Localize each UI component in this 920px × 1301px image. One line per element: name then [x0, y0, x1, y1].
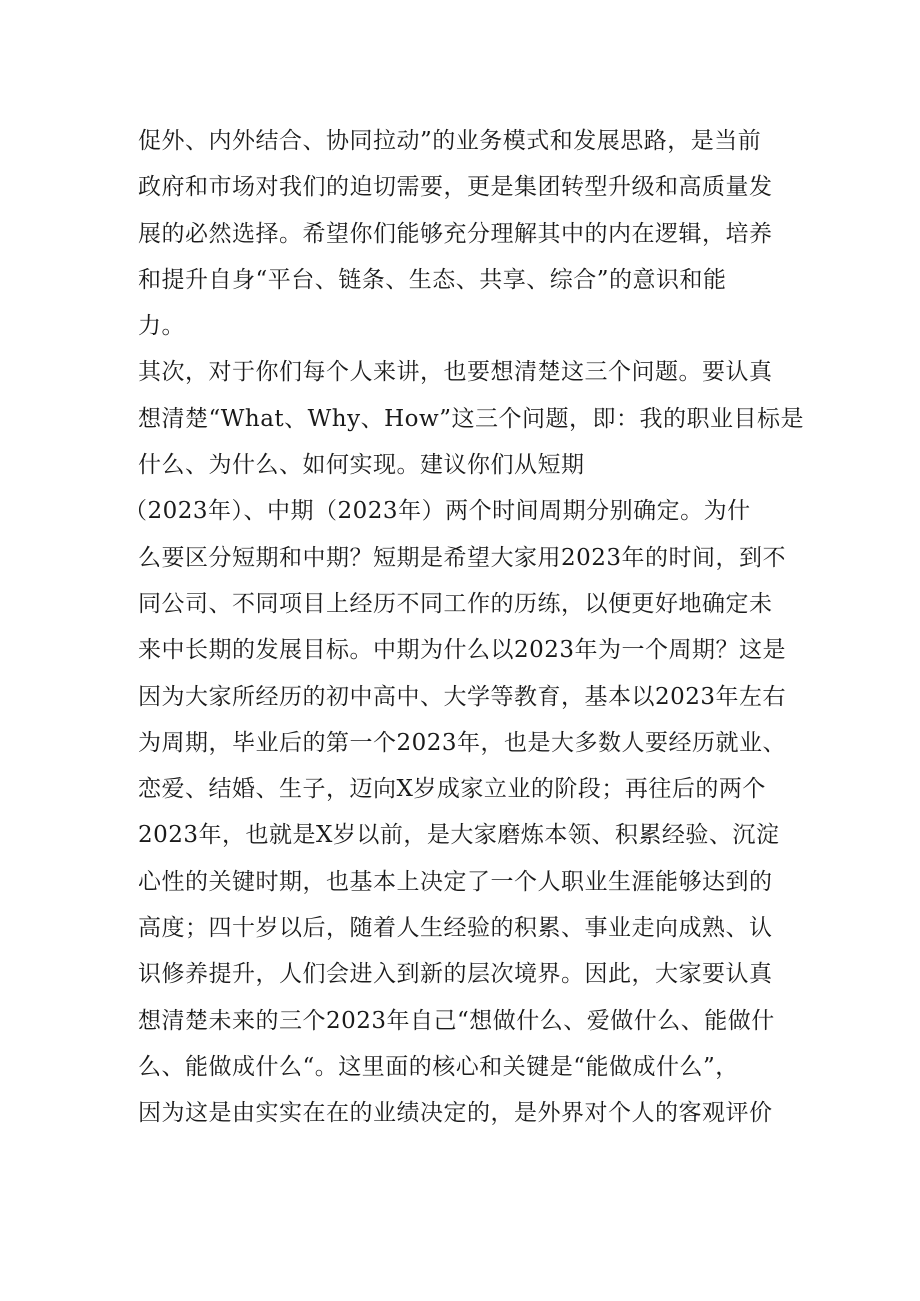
- text-line: 促外、内外结合、协同拉动”的业务模式和发展思路，是当前: [138, 128, 762, 154]
- text-line: 么、能做成什么“。这里面的核心和关键是“能做成什么”，: [138, 1053, 739, 1080]
- text-line: 心性的关键时期，也基本上决定了一个人职业生涯能够达到的: [138, 868, 773, 895]
- text-line: 力。: [138, 313, 185, 340]
- text-line: 同公司、不同项目上经历不同工作的历练，以便更好地确定未: [138, 590, 773, 617]
- text-line: 因为大家所经历的初中高中、大学等教育，基本以2023年左右: [138, 683, 787, 710]
- text-line: 恋爱、结婚、生子，迈向X岁成家立业的阶段；再往后的两个: [138, 776, 766, 803]
- text-line: 来中长期的发展目标。中期为什么以2023年为一个周期？这是: [138, 637, 787, 664]
- text-line: 政府和市场对我们的迫切需要，更是集团转型升级和高质量发: [138, 174, 773, 201]
- text-line: 识修养提升，人们会进入到新的层次境界。因此，大家要认真: [138, 961, 773, 988]
- text-line: 展的必然选择。希望你们能够充分理解其中的内在逻辑，培养: [138, 220, 773, 247]
- text-line: 什么、为什么、如何实现。建议你们从短期: [138, 452, 585, 479]
- text-line: （2023年）、中期（2023年）两个时间周期分别确定。为什: [124, 498, 751, 525]
- text-line: 因为这是由实实在在的业绩决定的，是外界对个人的客观评价: [138, 1100, 773, 1127]
- text-line: 高度；四十岁以后，随着人生经验的积累、事业走向成熟、认: [138, 915, 773, 942]
- text-line: 么要区分短期和中期？短期是希望大家用2023年的时间，到不: [138, 544, 787, 571]
- text-line: 想清楚未来的三个2023年自己“想做什么、爱做什么、能做什: [138, 1007, 775, 1034]
- text-line: 和提升自身“平台、链条、生态、共享、综合”的意识和能: [138, 266, 727, 293]
- text-line: 想清楚“What、Why、How”这三个问题，即：我的职业目标是: [138, 405, 804, 432]
- text-line: 其次，对于你们每个人来讲，也要想清楚这三个问题。要认真: [138, 359, 773, 386]
- text-line: 为周期，毕业后的第一个2023年，也是大多数人要经历就业、: [138, 729, 787, 756]
- text-line: 2023年，也就是X岁以前，是大家磨炼本领、积累经验、沉淀: [138, 822, 780, 849]
- body-text: [124, 118, 804, 1137]
